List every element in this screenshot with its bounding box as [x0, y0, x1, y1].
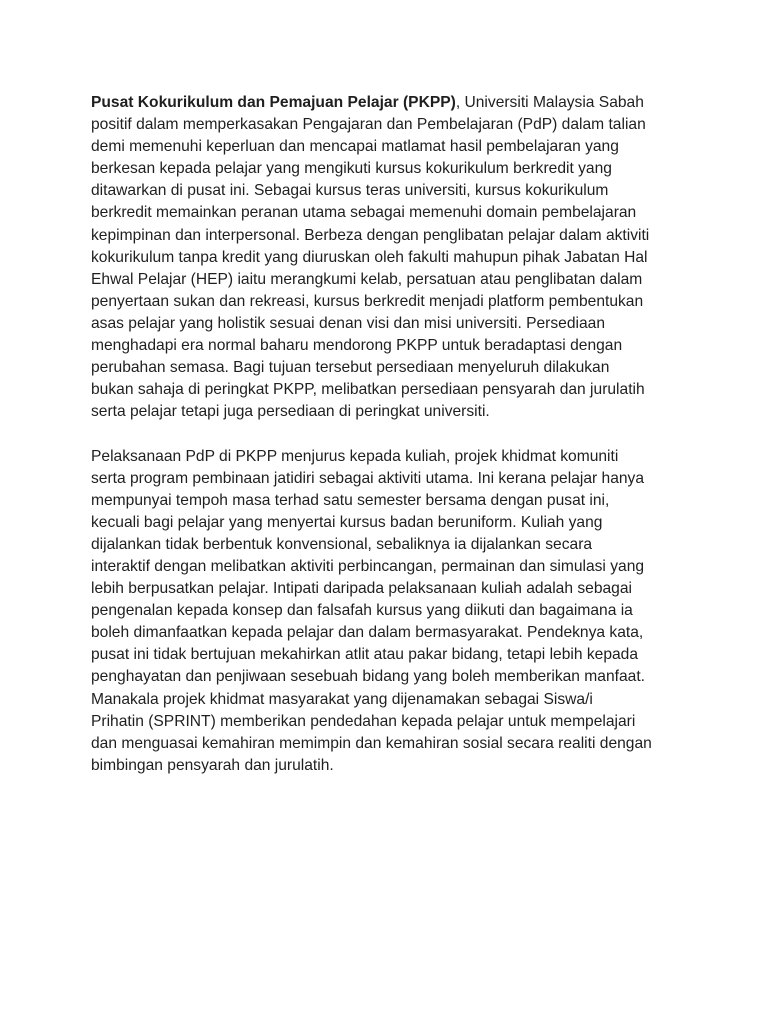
paragraph-2-line: pengenalan kepada konsep dan falsafah kursus yang diikuti dan bagaimana ia [91, 602, 633, 620]
paragraph-1-line: asas pelajar yang holistik sesuai denan visi dan misi universiti. Persediaan [91, 314, 605, 332]
paragraph-2-line: dijalankan tidak berbentuk konvensional, sebaliknya ia dijalankan secara [91, 535, 593, 553]
paragraph-1-line: kokurikulum tanpa kredit yang diuruskan oleh fakulti mahupun pihak Jabatan Hal [91, 248, 648, 266]
paragraph-2-line: mempunyai tempoh masa terhad satu semester bersama dengan pusat ini, [91, 491, 610, 509]
paragraph-2 [91, 446, 687, 777]
paragraph-1-line: berkesan kepada pelajar yang mengikuti kursus kokurikulum berkredit yang [91, 160, 612, 178]
paragraph-1-line: menghadapi era normal baharu mendorong PKPP untuk beradaptasi dengan [91, 337, 623, 355]
paragraph-2-line: pusat ini tidak bertujuan mekahirkan atlit atau pakar bidang, tetapi lebih kepada [91, 646, 639, 664]
paragraph-2-line: Pelaksanaan PdP di PKPP menjurus kepada kuliah, projek khidmat komuniti [91, 447, 619, 465]
paragraph-2-line: Manakala projek khidmat masyarakat yang dijenamakan sebagai Siswa/i [91, 690, 593, 708]
paragraph-1-line: demi memenuhi keperluan dan mencapai matlamat hasil pembelajaran yang [91, 138, 619, 156]
paragraph-2-line: dan menguasai kemahiran memimpin dan kemahiran sosial secara realiti dengan [91, 734, 652, 752]
paragraph-1-line: penyertaan sukan dan rekreasi, kursus berkredit menjadi platform pembentukan [91, 292, 644, 310]
paragraph-2-line: kecuali bagi pelajar yang menyertai kursus badan beruniform. Kuliah yang [91, 513, 603, 531]
paragraph-spacer [91, 423, 687, 445]
paragraph-1-line: kepimpinan dan interpersonal. Berbeza dengan penglibatan pelajar dalam aktiviti [91, 226, 650, 244]
paragraph-2-line: bimbingan pensyarah dan jurulatih. [91, 756, 334, 774]
paragraph-1-line-1 [91, 92, 687, 114]
paragraph-1-line: berkredit memainkan peranan utama sebagai memenuhi domain pembelajaran [91, 204, 637, 222]
paragraph-2-line: lebih berpusatkan pelajar. Intipati daripada pelaksanaan kuliah adalah sebagai [91, 580, 632, 598]
paragraph-2-line: interaktif dengan melibatkan aktiviti perbincangan, permainan dan simulasi yang [91, 557, 645, 575]
paragraph-1-line: ditawarkan di pusat ini. Sebagai kursus teras universiti, kursus kokurikulum [91, 182, 609, 200]
paragraph-1-line: positif dalam memperkasakan Pengajaran dan Pembelajaran (PdP) dalam talian [91, 116, 646, 134]
document-page [91, 92, 687, 777]
paragraph-1 [91, 92, 687, 423]
paragraph-2-line: penghayatan dan penjiwaan sesebuah bidang yang boleh memberikan manfaat. [91, 668, 645, 686]
paragraph-1-line: serta pelajar tetapi juga persediaan di peringkat universiti. [91, 403, 490, 421]
paragraph-2-line: Prihatin (SPRINT) memberikan pendedahan kepada pelajar untuk mempelajari [91, 712, 636, 730]
paragraph-1-line: perubahan semasa. Bagi tujuan tersebut persediaan menyeluruh dilakukan [91, 359, 610, 377]
paragraph-2-line: serta program pembinaan jatidiri sebagai aktiviti utama. Ini kerana pelajar hanya [91, 469, 645, 487]
paragraph-1-line: bukan sahaja di peringkat PKPP, melibatkan persediaan pensyarah dan jurulatih [91, 381, 645, 399]
paragraph-1-line: Ehwal Pelajar (HEP) iaitu merangkumi kelab, persatuan atau penglibatan dalam [91, 270, 643, 288]
paragraph-1-lead-bold: Pusat Kokurikulum dan Pemajuan Pelajar (PKPP) [91, 94, 456, 111]
paragraph-1-first-line-rest: , Universiti Malaysia Sabah [455, 94, 644, 111]
paragraph-2-line: boleh dimanfaatkan kepada pelajar dan dalam bermasyarakat. Pendeknya kata, [91, 624, 644, 642]
